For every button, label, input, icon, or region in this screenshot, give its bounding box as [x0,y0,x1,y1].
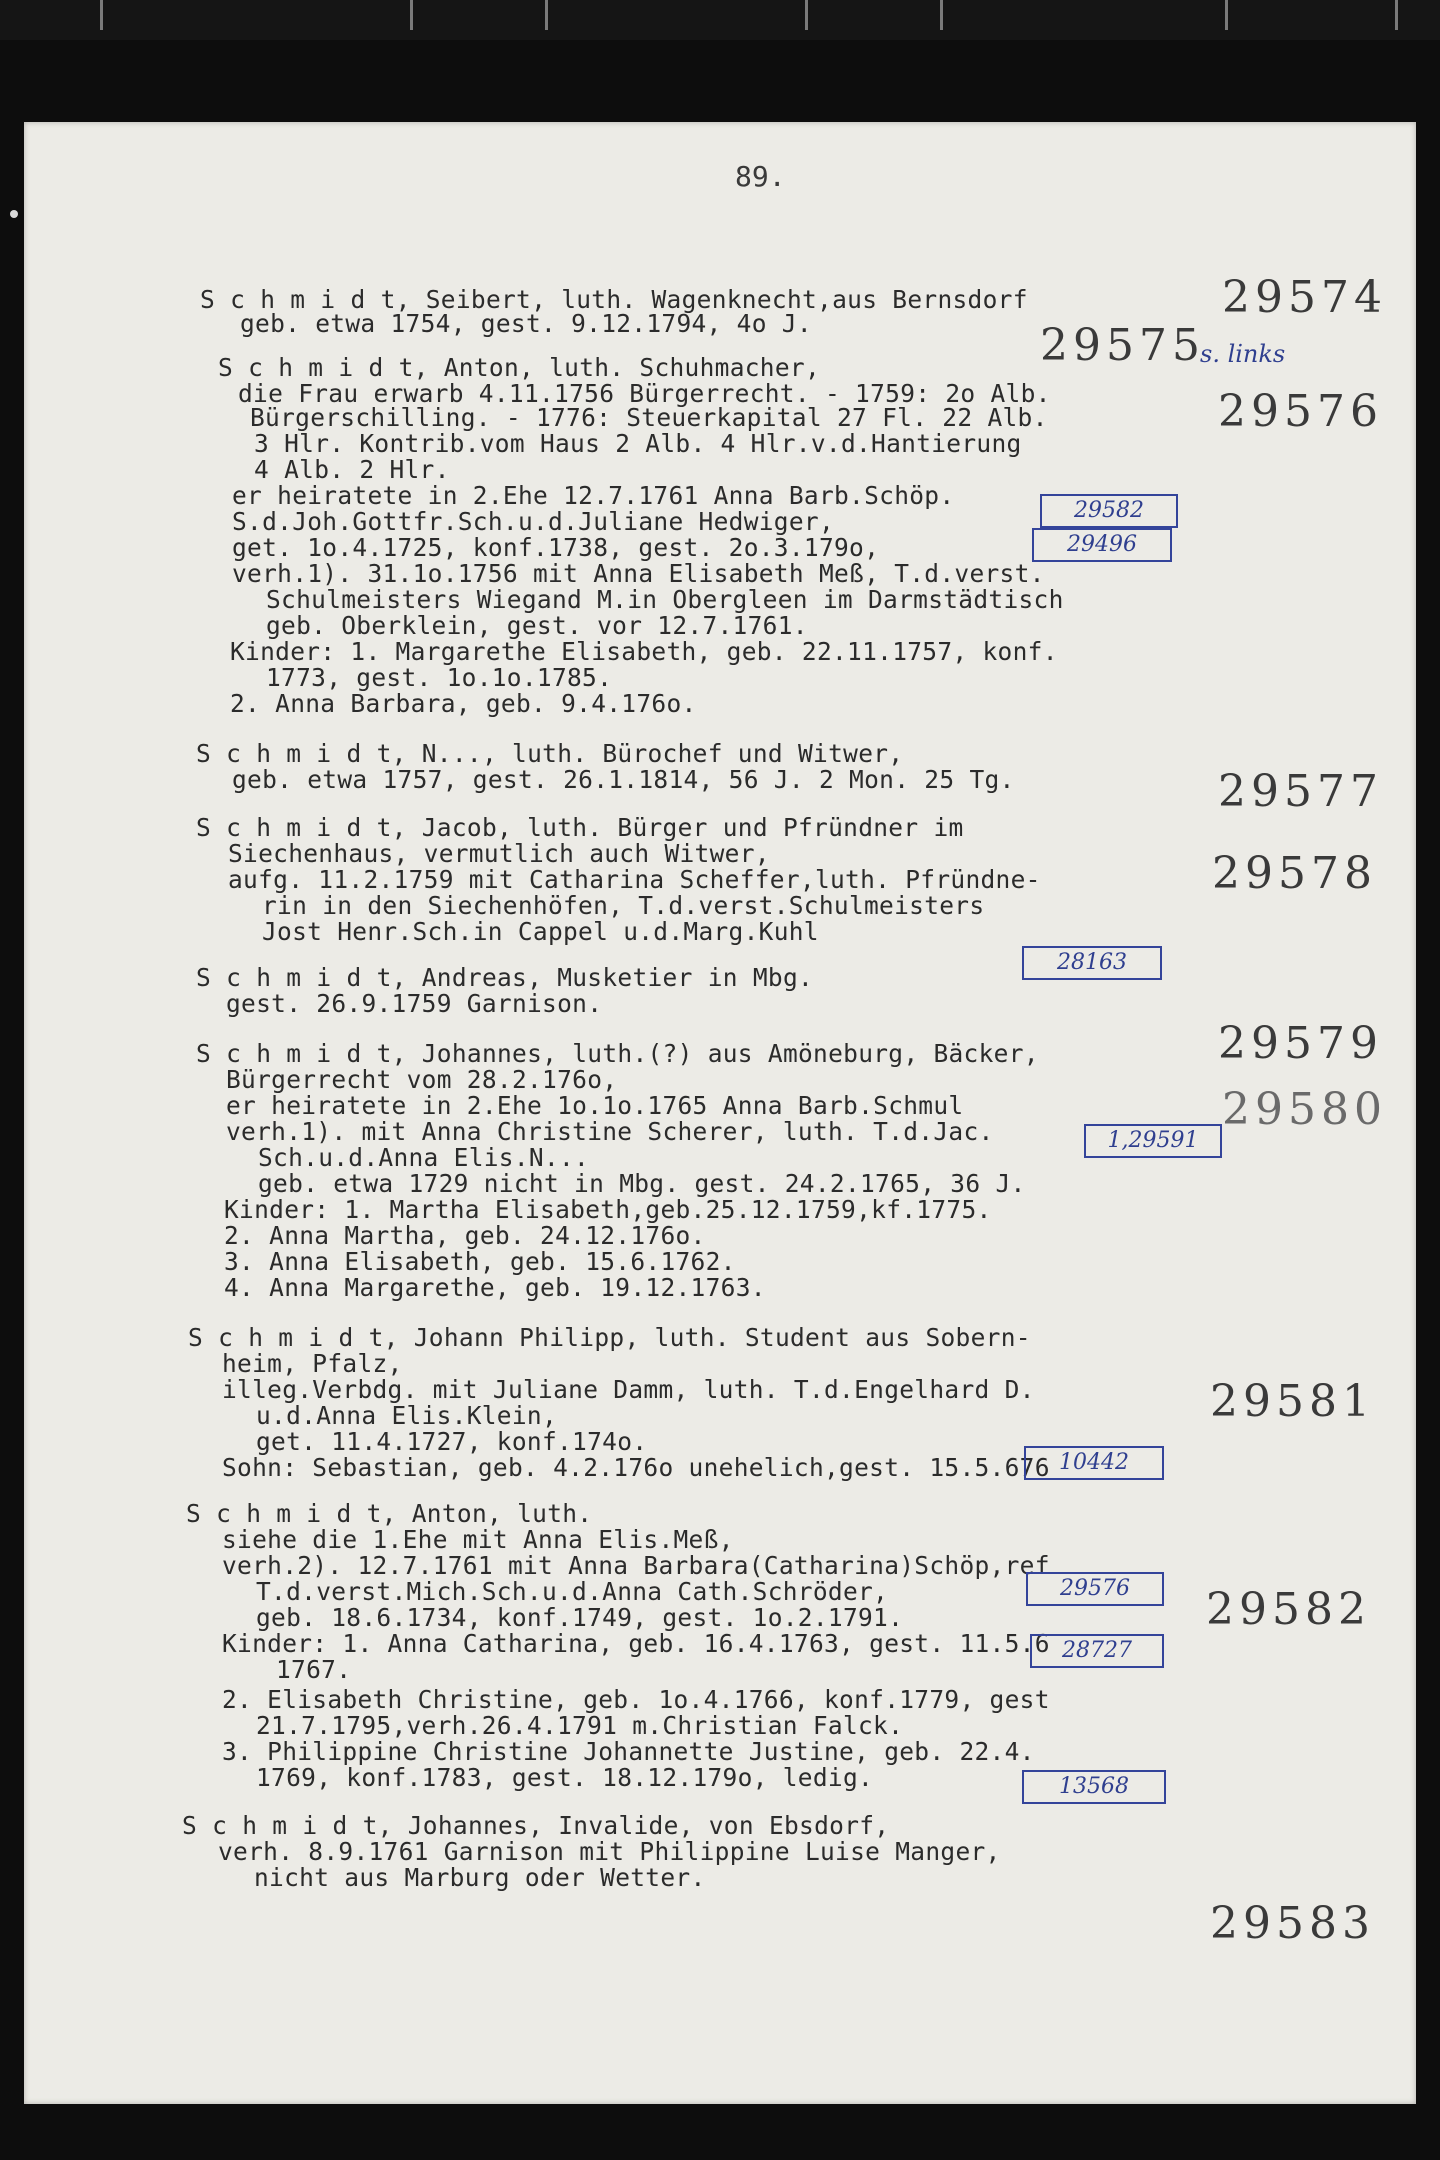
film-perforation [410,0,413,30]
film-perforation [805,0,808,30]
text-line: verh.1). 31.1o.1756 mit Anna Elisabeth Meß, T.d.verst. [232,559,1045,588]
entry-number: 29579 [1218,1018,1383,1069]
text-line: 2. Elisabeth Christine, geb. 1o.4.1766, konf.1779, gest [222,1685,1050,1714]
text-line: get. 11.4.1727, konf.174o. [256,1427,648,1456]
text-line: aufg. 11.2.1759 mit Catharina Scheffer,luth. Pfründne- [228,865,1041,894]
text-line: Schulmeisters Wiegand M.in Obergleen im Darmstädtisch [266,585,1064,614]
text-line: 1767. [276,1655,352,1684]
text-line: verh. 8.9.1761 Garnison mit Philippine Luise Manger, [218,1837,1001,1866]
entry-number: 29574 [1222,272,1387,323]
margin-dot [10,210,18,218]
text-line: geb. etwa 1757, gest. 26.1.1814, 56 J. 2 Mon. 25 Tg. [232,765,1015,794]
entry-number: 29577 [1218,766,1383,817]
text-line: Jost Henr.Sch.in Cappel u.d.Marg.Kuhl [262,917,819,946]
entry-number: 29580 [1222,1084,1387,1135]
text-line: geb. etwa 1754, gest. 9.12.1794, 4o J. [240,309,812,338]
entry-heading-line: S c h m i d t, Anton, luth. [186,1499,593,1528]
text-line: 1769, konf.1783, gest. 18.12.179o, ledig. [256,1763,874,1792]
entry-number: 29582 [1206,1584,1371,1635]
film-perforation [1225,0,1228,30]
text-line: Kinder: 1. Martha Elisabeth,geb.25.12.1759,kf.1775. [224,1195,992,1224]
text-line: verh.2). 12.7.1761 mit Anna Barbara(Catharina)Schöp,ref [222,1551,1050,1580]
text-line: 4. Anna Margarethe, geb. 19.12.1763. [224,1273,766,1302]
text-line: nicht aus Marburg oder Wetter. [254,1863,706,1892]
text-line: get. 1o.4.1725, konf.1738, gest. 2o.3.179o, [232,533,880,562]
text-line: er heiratete in 2.Ehe 1o.1o.1765 Anna Barb.Schmul [226,1091,964,1120]
reference-box: 28163 [1022,946,1162,980]
film-perforation [545,0,548,30]
film-perforation [940,0,943,30]
text-line: Siechenhaus, vermutlich auch Witwer, [228,839,770,868]
entry-heading-line: S c h m i d t, Seibert, luth. Wagenknecht,aus Bernsdorf [200,285,1028,314]
reference-box: 1,29591 [1084,1124,1222,1158]
entry-heading-line: S c h m i d t, Jacob, luth. Bürger und Pfründner im [196,813,964,842]
reference-box: 13568 [1022,1770,1166,1804]
entry-heading-line: S c h m i d t, Johannes, Invalide, von Ebsdorf, [182,1811,890,1840]
text-line: u.d.Anna Elis.Klein, [256,1401,558,1430]
reference-box: 29496 [1032,528,1172,562]
text-line: er heiratete in 2.Ehe 12.7.1761 Anna Barb.Schöp. [232,481,955,510]
text-line: 3. Philippine Christine Johannette Justine, geb. 22.4. [222,1737,1035,1766]
text-line: 4 Alb. 2 Hlr. [254,455,450,484]
entry-number: 29576 [1218,386,1383,437]
text-line: 21.7.1795,verh.26.4.1791 m.Christian Falck. [256,1711,904,1740]
entry-number: 29578 [1212,848,1377,899]
text-line: Kinder: 1. Margarethe Elisabeth, geb. 22.11.1757, konf. [230,637,1058,666]
text-line: 3. Anna Elisabeth, geb. 15.6.1762. [224,1247,736,1276]
reference-box: 29582 [1040,494,1178,528]
text-line: geb. etwa 1729 nicht in Mbg. gest. 24.2.1765, 36 J. [258,1169,1026,1198]
entry-number: 29575 [1040,320,1205,371]
entry-heading-line: S c h m i d t, Anton, luth. Schuhmacher, [218,353,821,382]
text-line: T.d.verst.Mich.Sch.u.d.Anna Cath.Schröder, [256,1577,889,1606]
reference-box: 28727 [1030,1634,1164,1668]
film-perforation [100,0,103,30]
text-line: verh.1). mit Anna Christine Scherer, luth. T.d.Jac. [226,1117,994,1146]
text-line: S.d.Joh.Gottfr.Sch.u.d.Juliane Hedwiger, [232,507,835,536]
text-line: Bürgerschilling. - 1776: Steuerkapital 27 Fl. 22 Alb. [250,403,1048,432]
entry-number: 29583 [1210,1898,1375,1949]
text-line: Sch.u.d.Anna Elis.N... [258,1143,590,1172]
text-line: heim, Pfalz, [222,1349,403,1378]
entry-heading-line: S c h m i d t, N..., luth. Bürochef und Witwer, [196,739,904,768]
text-line: 3 Hlr. Kontrib.vom Haus 2 Alb. 4 Hlr.v.d.Hantierung [254,429,1022,458]
handwritten-annotation: s. links [1200,340,1286,368]
entry-heading-line: S c h m i d t, Johann Philipp, luth. Student aus Sobern- [188,1323,1031,1352]
film-strip-top [0,0,1440,40]
text-line: 2. Anna Martha, geb. 24.12.176o. [224,1221,706,1250]
text-line: illeg.Verbdg. mit Juliane Damm, luth. T.d.Engelhard D. [222,1375,1035,1404]
reference-box: 10442 [1024,1446,1164,1480]
text-line: geb. Oberklein, gest. vor 12.7.1761. [266,611,808,640]
reference-box: 29576 [1026,1572,1164,1606]
text-line: siehe die 1.Ehe mit Anna Elis.Meß, [222,1525,734,1554]
text-line: rin in den Siechenhöfen, T.d.verst.Schulmeisters [262,891,985,920]
text-line: 1773, gest. 1o.1o.1785. [266,663,613,692]
film-perforation [1395,0,1398,30]
text-line: geb. 18.6.1734, konf.1749, gest. 1o.2.1791. [256,1603,904,1632]
text-line: Sohn: Sebastian, geb. 4.2.176o unehelich,gest. 15.5.676 [222,1453,1050,1482]
page-number: 89. [735,160,786,193]
text-line: die Frau erwarb 4.11.1756 Bürgerrecht. - 1759: 2o Alb. [238,379,1051,408]
entry-number: 29581 [1210,1376,1375,1427]
entry-heading-line: S c h m i d t, Andreas, Musketier in Mbg. [196,963,814,992]
text-line: 2. Anna Barbara, geb. 9.4.176o. [230,689,697,718]
text-line: Bürgerrecht vom 28.2.176o, [226,1065,618,1094]
text-line: Kinder: 1. Anna Catharina, geb. 16.4.1763, gest. 11.5.6 [222,1629,1050,1658]
text-line: gest. 26.9.1759 Garnison. [226,989,603,1018]
entry-heading-line: S c h m i d t, Johannes, luth.(?) aus Amöneburg, Bäcker, [196,1039,1039,1068]
